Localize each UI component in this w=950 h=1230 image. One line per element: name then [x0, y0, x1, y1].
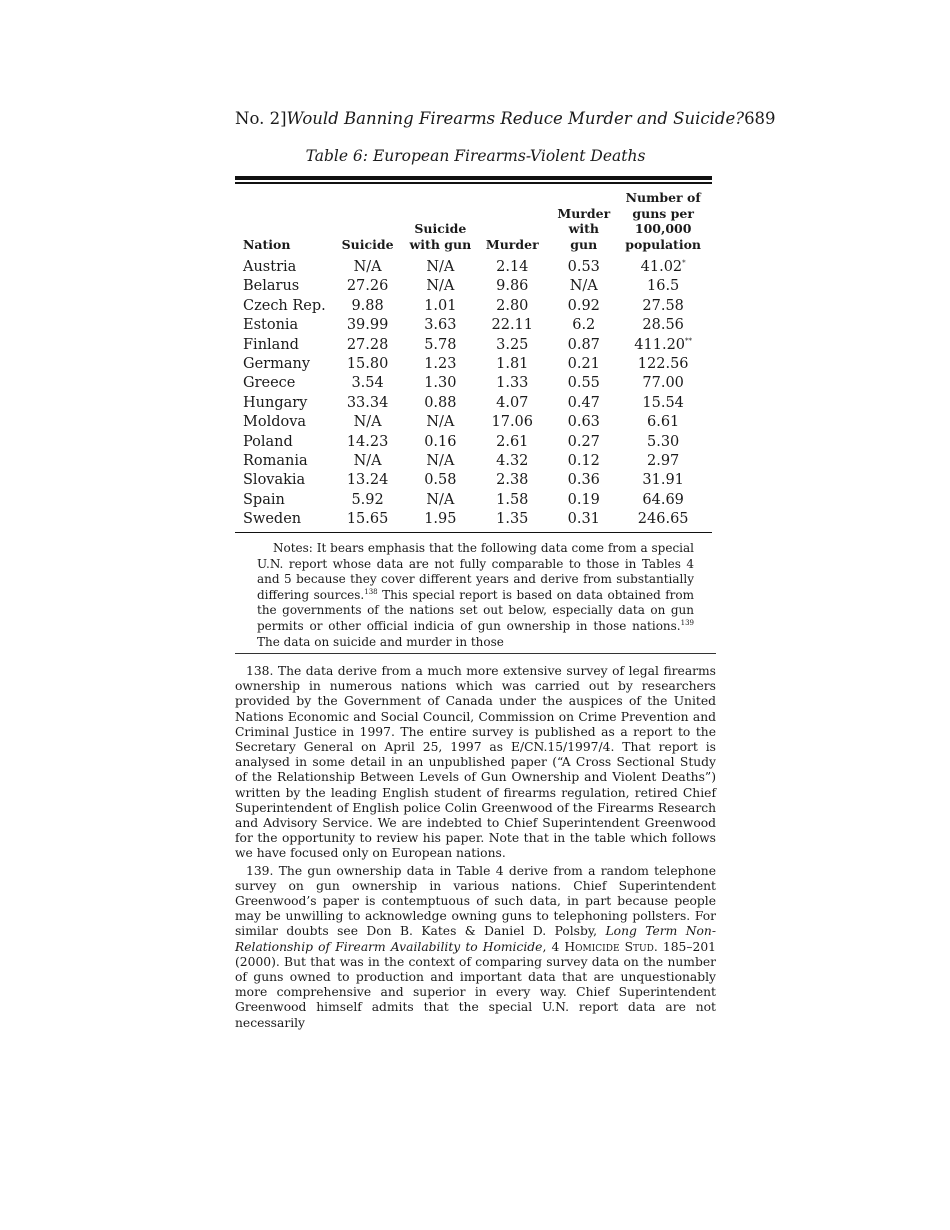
cell-murder-gun: 0.92	[567, 297, 600, 314]
cell-suicide: 27.28	[346, 336, 389, 353]
cell-suicide-gun: N/A	[426, 259, 455, 275]
table-row	[235, 394, 712, 413]
cell-suicide: 5.92	[351, 491, 384, 508]
table-row	[235, 491, 712, 510]
cell-murder-gun: 0.19	[567, 491, 600, 508]
cell-murder-gun: 0.27	[567, 433, 600, 450]
table-row	[235, 297, 712, 316]
cell-murder: 2.61	[496, 433, 529, 450]
cell-murder: 2.80	[496, 297, 529, 314]
cell-guns: 31.91	[642, 472, 684, 489]
cell-murder: 4.07	[496, 394, 529, 411]
cell-nation: Spain	[243, 491, 285, 508]
cell-murder: 1.58	[496, 491, 529, 508]
table-row	[235, 277, 712, 296]
cell-suicide: 3.54	[351, 375, 384, 392]
cell-murder-gun: 6.2	[572, 317, 596, 334]
cell-murder-gun: 0.47	[567, 394, 600, 411]
cell-murder: 22.11	[491, 317, 534, 334]
cell-guns: 122.56	[637, 356, 689, 373]
cell-suicide: 13.24	[346, 472, 389, 489]
cell-nation: Belarus	[243, 278, 300, 295]
cell-murder-gun: 0.87	[567, 336, 600, 353]
table-caption: Table 6: European Firearms-Violent Deaths	[305, 147, 646, 165]
cell-nation: Estonia	[243, 317, 299, 334]
cell-murder: 1.35	[496, 511, 529, 528]
cell-murder-gun: 0.63	[567, 414, 600, 431]
cell-suicide-gun: N/A	[426, 414, 455, 431]
cell-suicide: 15.65	[346, 511, 389, 528]
cell-suicide: 33.34	[346, 394, 389, 411]
journal-name: Homicide Stud	[564, 939, 654, 954]
footnote-ref: 138	[364, 587, 378, 596]
cell-suicide-gun: N/A	[426, 453, 455, 470]
cell-murder: 2.38	[496, 472, 529, 489]
cell-nation: Romania	[243, 453, 308, 470]
cell-guns: 2.97	[647, 453, 680, 470]
cell-guns: 6.61	[647, 414, 680, 431]
table-row	[235, 336, 712, 355]
cell-guns: 41.02*	[640, 259, 686, 275]
cell-nation: Poland	[243, 433, 293, 450]
table-notes	[257, 541, 694, 650]
cell-murder-gun: 0.36	[567, 472, 600, 489]
cell-suicide-gun: N/A	[426, 278, 455, 295]
cell-nation: Greece	[243, 375, 296, 392]
column-header: Suicide with gun	[409, 221, 472, 252]
cell-murder: 2.14	[496, 259, 529, 275]
cell-guns: 5.30	[647, 433, 680, 450]
column-header: Murder with gun	[557, 205, 611, 252]
table-row	[235, 316, 712, 335]
cell-suicide-gun: 0.16	[424, 433, 457, 450]
footnotes	[235, 664, 716, 1033]
table-row	[235, 510, 712, 529]
cell-nation: Czech Rep.	[243, 297, 326, 314]
cell-murder: 3.25	[496, 336, 529, 353]
cell-nation: Finland	[243, 336, 299, 353]
table-row	[235, 433, 712, 452]
table-row	[235, 471, 712, 490]
cell-guns: 246.65	[637, 511, 689, 528]
cell-guns: 77.00	[642, 375, 684, 392]
cell-guns: 64.69	[642, 491, 684, 508]
table-row	[235, 452, 712, 471]
cell-murder: 17.06	[491, 414, 534, 431]
cell-suicide: N/A	[353, 453, 382, 470]
cell-suicide: 14.23	[346, 433, 389, 450]
cell-suicide-gun: 1.01	[424, 297, 457, 314]
notes-text: Notes: It bears emphasis that the following data come from a special U.N. report whose data are not fully comparable to those in Tables 4 and 5 because they cover different years and derive from substantially differing sources.	[257, 541, 694, 602]
cell-nation: Germany	[243, 356, 311, 373]
cell-suicide-gun: 1.30	[424, 375, 457, 392]
notes-text: The data on suicide and murder in those	[257, 634, 504, 649]
cell-suicide: N/A	[353, 259, 382, 275]
cell-suicide-gun: 5.78	[424, 336, 457, 353]
cell-guns: 411.20**	[634, 336, 693, 353]
cited-title: Long Term Non-Relationship of Firearm Availability to Homicide	[235, 924, 716, 954]
table-row	[235, 413, 712, 432]
table-header-row	[235, 186, 712, 255]
cell-guns: 28.56	[642, 317, 684, 334]
cell-suicide: 15.80	[346, 356, 389, 373]
table-bottom-rule	[235, 532, 712, 533]
column-header: Suicide	[341, 236, 394, 252]
cell-murder-gun: 0.12	[567, 453, 600, 470]
footnote-text: 139. The gun ownership data in Table 4 derive from a random telephone survey on gun ownership in various nations. Chief Superintendent Greenwood’s paper is contemptuous of such data, in part because people may be unwilling to acknowledge owning guns to telephoning pollsters. For similar doubts see Don B. Kates & Daniel D. Polsby,	[235, 863, 716, 939]
cell-murder-gun: 0.31	[567, 511, 600, 528]
cell-nation: Hungary	[243, 394, 308, 411]
running-header	[235, 109, 776, 128]
table-body	[235, 255, 712, 530]
cell-suicide: N/A	[353, 414, 382, 431]
page-number: 689	[744, 109, 776, 128]
table-row	[235, 355, 712, 374]
footnote-text: . 185–201 (2000). But that was in the context of comparing survey data on the number of guns owned to production and important data that are unquestionably more comprehensive and superior in every way. Chief Superintendent Greenwood himself admits that the special U.N. report data are not necessarily	[235, 939, 716, 1030]
column-header: Nation	[243, 236, 291, 252]
cell-murder-gun: 0.53	[567, 259, 600, 275]
cell-murder: 1.33	[496, 375, 529, 392]
table-top-rule-thin	[235, 182, 712, 184]
cell-nation: Moldova	[243, 414, 307, 431]
footnote-ref: 139	[680, 618, 694, 627]
footnote-text: , 4	[542, 939, 565, 954]
cell-suicide-gun: N/A	[426, 491, 455, 508]
table-top-rule	[235, 176, 712, 180]
footnote-139	[235, 864, 716, 1031]
cell-suicide: 39.99	[346, 317, 389, 334]
cell-murder: 1.81	[496, 356, 529, 373]
cell-suicide: 9.88	[351, 297, 384, 314]
cell-guns: 27.58	[642, 297, 684, 314]
cell-suicide-gun: 1.95	[424, 511, 457, 528]
article-title: Would Banning Firearms Reduce Murder and Suicide?	[286, 109, 745, 128]
cell-suicide-gun: 0.88	[424, 394, 457, 411]
cell-guns: 15.54	[642, 394, 684, 411]
footnote-mark: **	[685, 336, 693, 345]
cell-murder: 9.86	[496, 278, 529, 295]
footnote-138: 138. The data derive from a much more extensive survey of legal firearms ownership in numerous nations which was carried out by researchers provided by the Government of Canada under the auspices of the United Nations Economic and Social Council, Commission on Crime Prevention and Criminal Justice in 1997. The entire survey is published as a report to the Secretary General on April 25, 1997 as E/CN.15/1997/4. That report is analysed in some detail in an unpublished paper (“A Cross Sectional Study of the Relationship Between Levels of Gun Ownership and Violent Deaths”) written by the leading English student of firearms regulation, retired Chief Superintendent of English police Colin Greenwood of the Firearms Research and Advisory Service. We are indebted to Chief Superintendent Greenwood for the opportunity to review his paper. Note that in the table which follows we have focused only on European nations.	[235, 664, 716, 861]
column-header: Murder	[485, 236, 539, 252]
cell-nation: Sweden	[243, 511, 302, 528]
table-row	[235, 374, 712, 393]
cell-suicide-gun: 1.23	[424, 356, 457, 373]
cell-suicide-gun: 0.58	[424, 472, 457, 489]
cell-nation: Slovakia	[243, 472, 306, 489]
footnote-mark: *	[682, 259, 686, 268]
cell-suicide: 27.26	[346, 278, 389, 295]
cell-nation: Austria	[243, 259, 297, 275]
cell-murder-gun: 0.21	[567, 356, 600, 373]
cell-guns: 16.5	[647, 278, 680, 295]
firearms-table	[235, 186, 712, 530]
cell-murder: 4.32	[496, 453, 529, 470]
cell-murder-gun: 0.55	[567, 375, 600, 392]
cell-murder-gun: N/A	[569, 278, 598, 295]
issue-number: No. 2]	[235, 109, 287, 128]
column-header: Number of guns per 100,000 population	[625, 190, 701, 252]
table-row	[235, 255, 712, 277]
footnote-divider	[235, 653, 716, 654]
cell-suicide-gun: 3.63	[424, 317, 457, 334]
notes-text: This special report is based on data obtained from the governments of the nations set out below, especially data on gun permits or other official indicia of gun ownership in those nations.	[257, 587, 695, 633]
